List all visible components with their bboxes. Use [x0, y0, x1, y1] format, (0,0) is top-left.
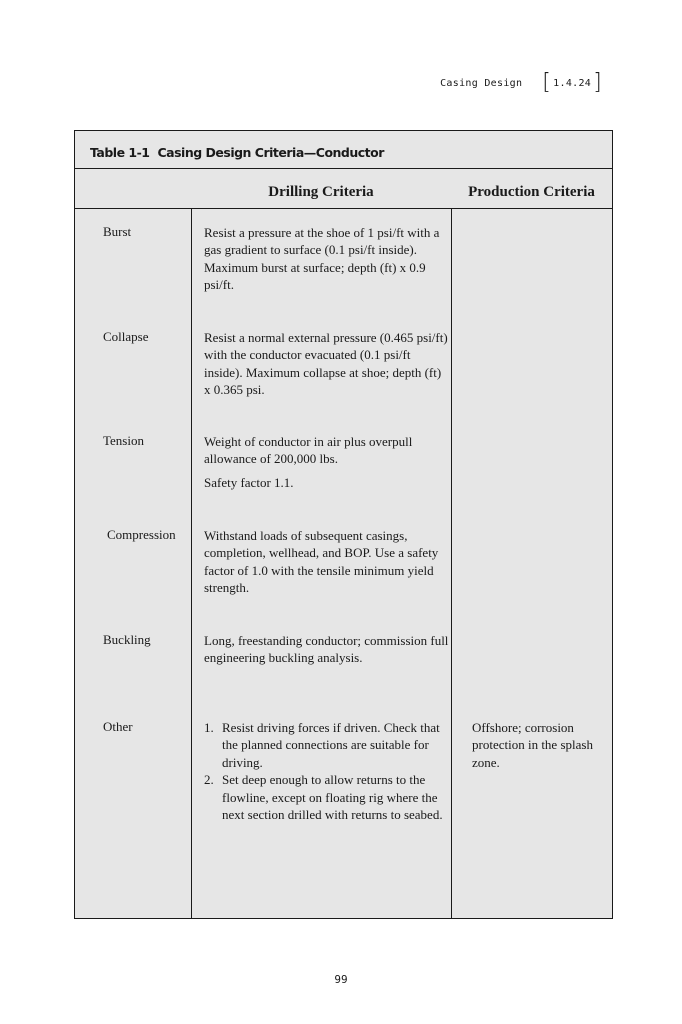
criteria-text: Resist a pressure at the shoe of 1 psi/ft with a gas gradient to surface (0.1 psi/ft inside). Maximum burst at surface; depth (ft) x 0.9 psi/ft.: [204, 225, 440, 293]
drilling-criteria-cell: [204, 329, 449, 399]
list-item-text: Resist driving forces if driven. Check that the planned connections are suitable for driving.: [222, 720, 440, 770]
criteria-text: Withstand loads of subsequent casings, completion, wellhead, and BOP. Use a safety factor of 1.0 with the tensile minimum yield strength.: [204, 528, 439, 596]
drilling-criteria-cell: [204, 719, 449, 823]
criteria-list: [204, 719, 449, 823]
table-caption: [90, 145, 384, 160]
list-item-text: Set deep enough to allow returns to the flowline, except on floating rig where the next section drilled with returns to seabed.: [222, 772, 443, 823]
casing-criteria-table: [74, 130, 613, 919]
row-label: Collapse: [103, 329, 149, 344]
row-label: Buckling: [103, 632, 151, 647]
list-item: [204, 719, 449, 771]
column-divider-label: [191, 208, 192, 918]
list-item: [204, 771, 449, 823]
running-title: Casing Design: [440, 77, 523, 89]
drilling-criteria-cell: [204, 224, 449, 294]
header-divider: [75, 208, 612, 209]
page-number: 99: [334, 973, 348, 986]
criteria-text: Weight of conductor in air plus overpull allowance of 200,000 lbs.: [204, 434, 413, 467]
drilling-criteria-cell: [204, 433, 449, 491]
row-label: Compression: [107, 527, 176, 542]
column-header-drilling: Drilling Criteria: [268, 184, 374, 200]
drilling-criteria-cell: [204, 527, 449, 597]
caption-divider: [75, 168, 612, 169]
column-header-production: Production Criteria: [468, 184, 595, 200]
table-caption-number: Table 1-1: [90, 145, 150, 160]
production-criteria-cell: Offshore; corrosion protection in the splash zone.: [472, 720, 593, 770]
criteria-text: Long, freestanding conductor; commission full engineering buckling analysis.: [204, 633, 449, 666]
column-divider-production: [451, 208, 452, 918]
section-number: 1.4.24: [553, 77, 592, 89]
row-label: Burst: [103, 224, 132, 239]
list-item-number: 1.: [204, 720, 214, 735]
row-label: Tension: [103, 433, 144, 448]
criteria-text: Resist a normal external pressure (0.465 psi/ft) with the conductor evacuated (0.1 psi/ft inside). Maximum collapse at shoe; depth (ft) x 0.365 psi.: [204, 330, 448, 398]
drilling-criteria-cell: [204, 632, 449, 667]
row-label: Other: [103, 719, 133, 734]
list-item-number: 2.: [204, 772, 214, 788]
running-head: [440, 72, 602, 94]
criteria-text: Safety factor 1.1.: [204, 474, 294, 490]
section-reference: [ 1.4.24 ]: [542, 70, 602, 95]
table-caption-title: Casing Design Criteria—Conductor: [157, 145, 384, 160]
